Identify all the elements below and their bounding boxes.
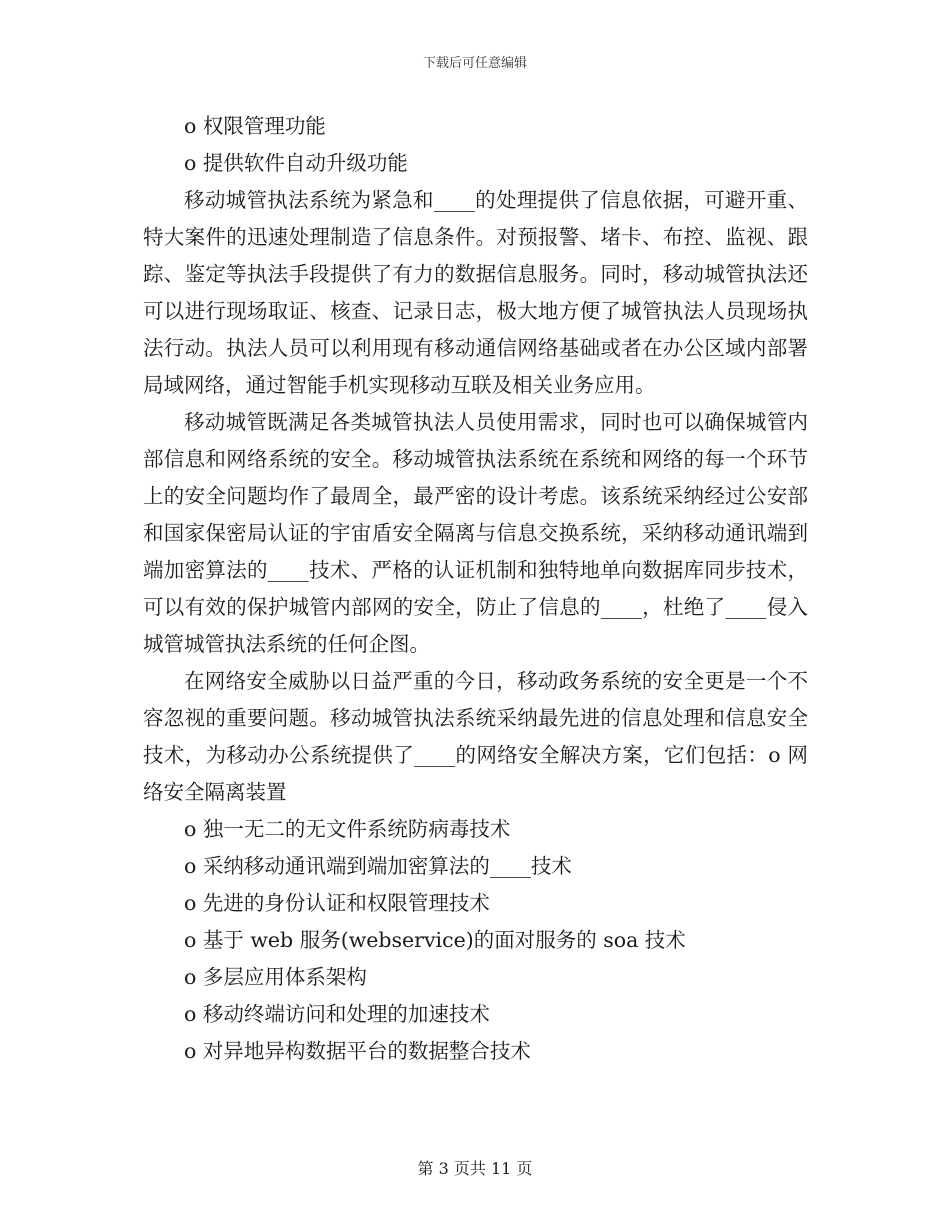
page-header: 下载后可任意编辑 [422, 56, 527, 71]
list-item-antivirus: o 独一无二的无文件系统防病毒技术 [184, 817, 511, 841]
paragraph-security-solutions: 在网络安全威胁以日益严重的今日，移动政务系统的安全更是一个不容忽视的重要问题。移动城管执法系统采纳最先进的信息处理和信息安全技术，为移动办公系统提供了____的网络安全解决方案，它们包括：o 网络安全隔离装置 [143, 669, 808, 804]
list-item-encryption: o 采纳移动通讯端到端加密算法的____技术 [184, 854, 572, 878]
list-item-data-integration: o 对异地异构数据平台的数据整合技术 [184, 1039, 531, 1063]
list-item-permission-management: o 权限管理功能 [184, 114, 326, 138]
list-item-soa: o 基于 web 服务(webservice)的面对服务的 soa 技术 [184, 928, 686, 952]
list-item-auto-upgrade: o 提供软件自动升级功能 [184, 151, 408, 175]
page-footer: 第 3 页共 11 页 [417, 1159, 533, 1178]
list-item-acceleration: o 移动终端访问和处理的加速技术 [184, 1002, 490, 1026]
paragraph-system-overview: 移动城管执法系统为紧急和____的处理提供了信息依据，可避开重、特大案件的迅速处理制造了信息条件。对预报警、堵卡、布控、监视、跟踪、鉴定等执法手段提供了有力的数据信息服务。同时，移动城管执法还可以进行现场取证、核查、记录日志，极大地方便了城管执法人员现场执法行动。执法人员可以利用现有移动通信网络基础或者在办公区域内部署局域网络，通过智能手机实现移动互联及相关业务应用。 [143, 188, 808, 397]
list-item-multilayer: o 多层应用体系架构 [184, 965, 367, 989]
document-body [143, 108, 808, 1070]
paragraph-security-design: 移动城管既满足各类城管执法人员使用需求，同时也可以确保城管内部信息和网络系统的安全。移动城管执法系统在系统和网络的每一个环节上的安全问题均作了最周全，最严密的设计考虑。该系统采纳经过公安部和国家保密局认证的宇宙盾安全隔离与信息交换系统，采纳移动通讯端到端加密算法的____技术、严格的认证机制和独特地单向数据库同步技术，可以有效的保护城管内部网的安全，防止了信息的____，杜绝了____侵入城管城管执法系统的任何企图。 [143, 410, 808, 656]
list-item-authentication: o 先进的身份认证和权限管理技术 [184, 891, 490, 915]
